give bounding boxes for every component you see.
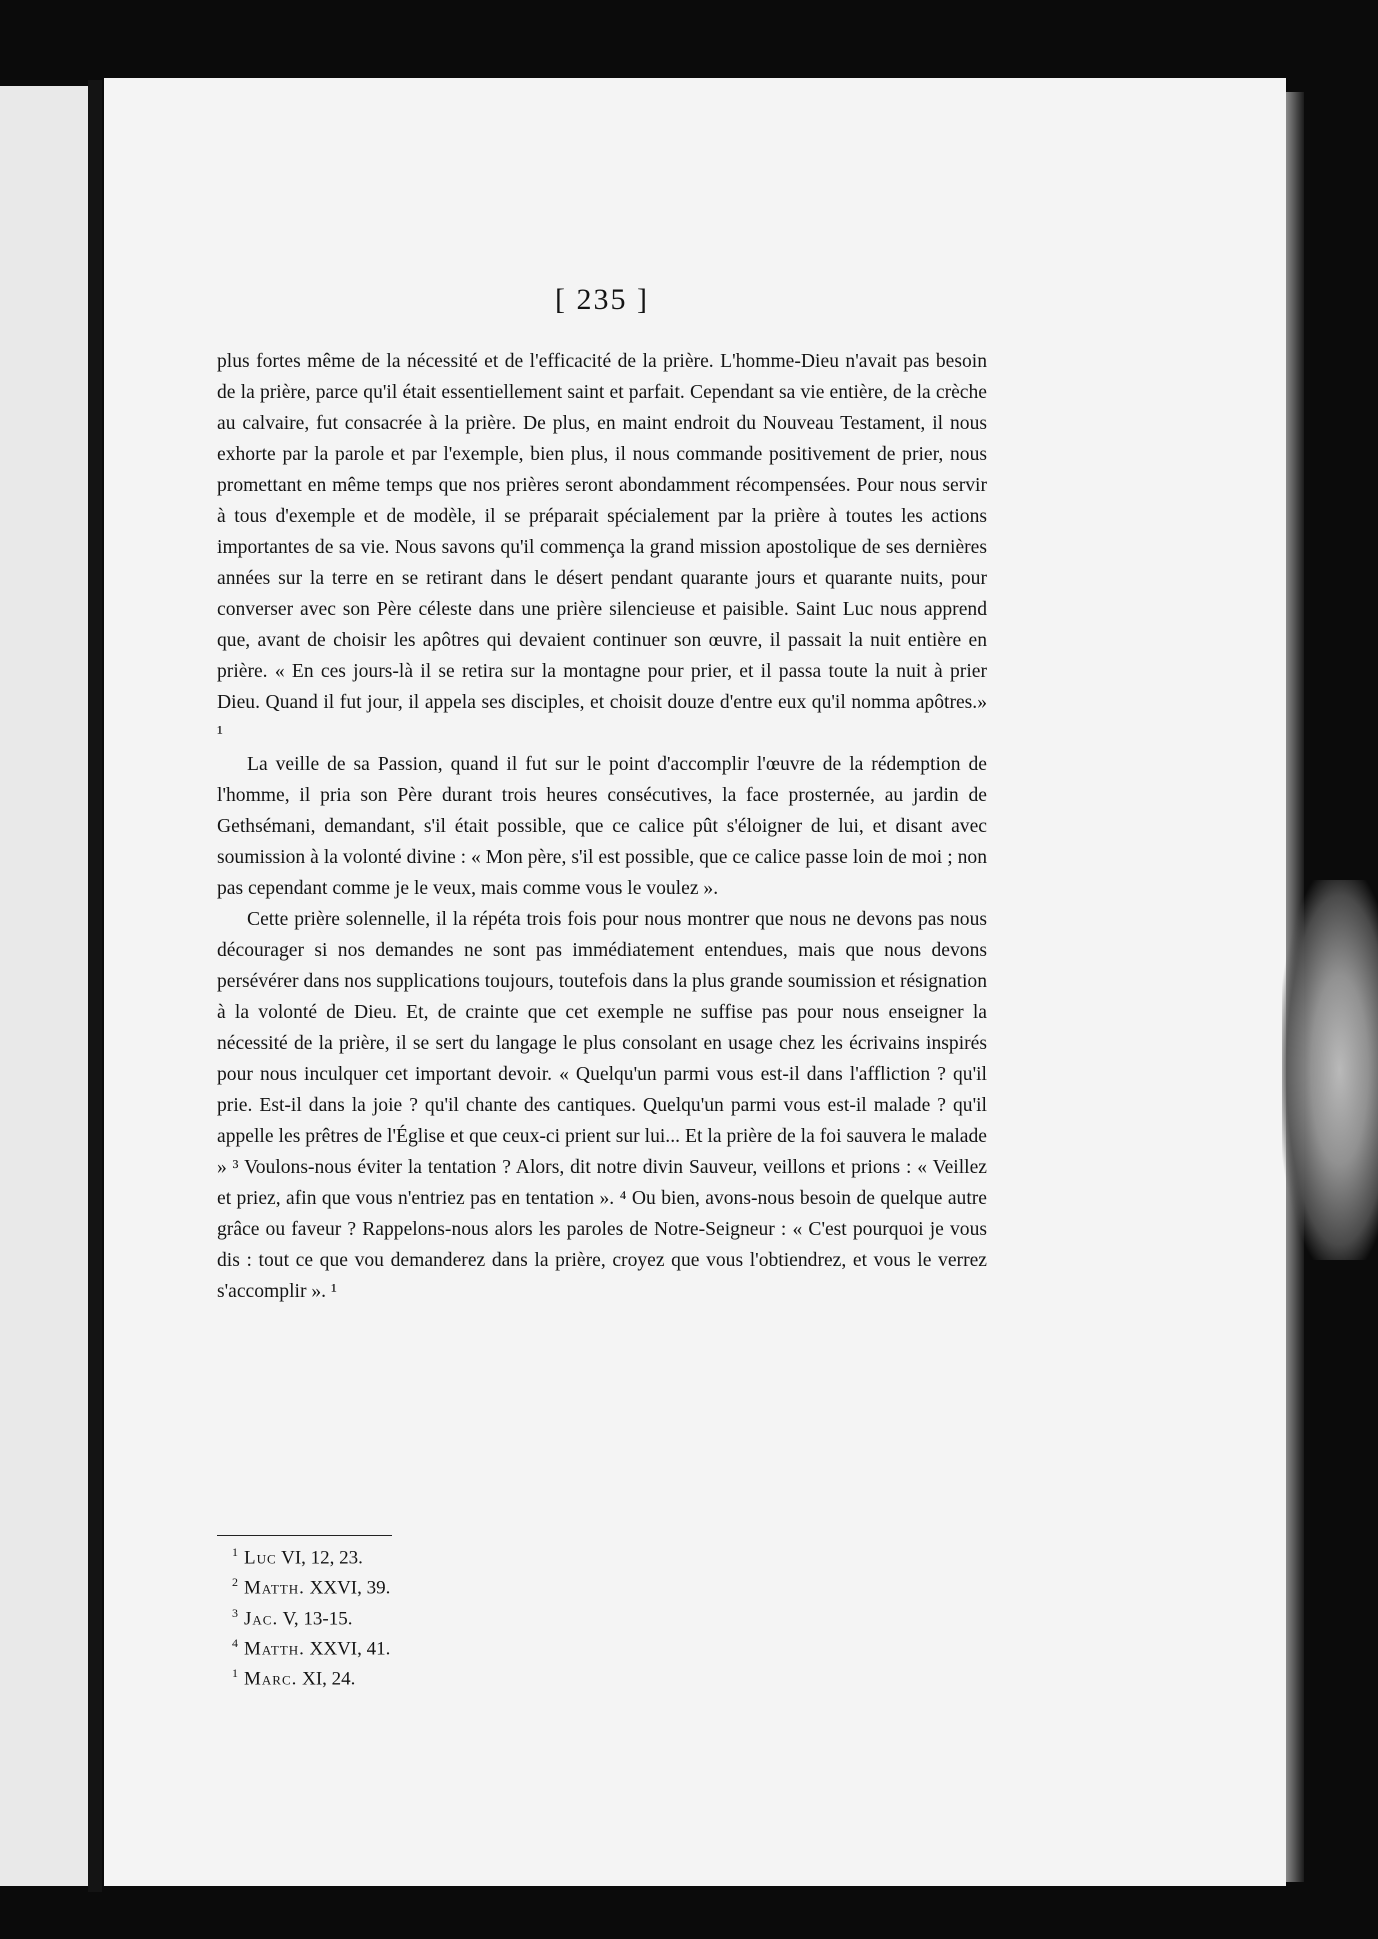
footnote-book: Matth. bbox=[244, 1577, 305, 1599]
footnote bbox=[232, 1540, 732, 1570]
footnote bbox=[232, 1601, 732, 1631]
footnote bbox=[232, 1631, 732, 1661]
body-text bbox=[217, 283, 988, 1307]
footnote-ref: XXVI, 39. bbox=[309, 1577, 391, 1599]
footnote-mark: 4 bbox=[232, 1635, 238, 1650]
footnote-book: Luc bbox=[244, 1547, 277, 1569]
footnote-ref: VI, 12, 23. bbox=[281, 1547, 363, 1569]
footnote-mark: 3 bbox=[232, 1605, 238, 1620]
footnote-ref: XXVI, 41. bbox=[309, 1638, 391, 1660]
paragraph: La veille de sa Passion, quand il fut sur le point d'accomplir l'œuvre de la rédemption de l'homme, il pria son Père durant trois heures consécutives, la face prosternée, au jardin de Gethsémani, demandant, s'il était possible, que ce calice pût s'éloigner de lui, et disant avec soumission à la volonté divine : « Mon père, s'il est possible, que ce calice passe loin de moi ; non pas cependant comme je le veux, mais comme vous le voulez ». bbox=[217, 754, 987, 899]
footnote bbox=[232, 1661, 732, 1691]
footnote-book: Marc. bbox=[244, 1668, 298, 1690]
footnote-book: Jac. bbox=[244, 1607, 279, 1629]
page-number: [ 235 ] bbox=[555, 283, 649, 316]
footnote-ref: XI, 24. bbox=[302, 1668, 356, 1690]
footnote bbox=[232, 1570, 732, 1600]
footnote-mark: 2 bbox=[232, 1575, 238, 1590]
facing-page-edge bbox=[0, 86, 94, 1886]
paragraph: plus fortes même de la nécessité et de l'efficacité de la prière. L'homme-Dieu n'avait pas besoin de la prière, parce qu'il était essentiellement saint et parfait. Cependant sa vie entière, de la crèche au calvaire, fut consacrée à la prière. De plus, en maint endroit du Nouveau Testament, il nous exhorte par la parole et par l'exemple, bien plus, il nous commande positivement de prier, nous promettant en même temps que nos prières seront abondamment récompensées. Pour nous servir à tous d'exemple et de modèle, il se préparait spécialement par la prière à toutes les actions importantes de sa vie. Nous savons qu'il commença la grand mission apostolique de ses dernières années sur la terre en se retirant dans le désert pendant quarante jours et quarante nuits, pour converser avec son Père céleste dans une prière silencieuse et paisible. Saint Luc nous apprend que, avant de choisir les apôtres qui devaient continuer son œuvre, il passait la nuit entière en prière. « En ces jours-là il se retira sur la montagne pour prier, et il passa toute la nuit à prier Dieu. Quand il fut jour, il appela ses disciples, et choisit douze d'entre eux qu'il nomma apôtres.» ¹ bbox=[217, 351, 987, 744]
footnote-book: Matth. bbox=[244, 1638, 305, 1660]
paragraph: Cette prière solennelle, il la répéta trois fois pour nous montrer que nous ne devons pas nous décourager si nos demandes ne sont pas immédiatement entendues, mais que nous devons persévérer dans nos supplications toujours, toutefois dans la plus grande soumission et résignation à la volonté de Dieu. Et, de crainte que cet exemple ne suffise pas pour nous enseigner la nécessité de la prière, il se sert du langage le plus consolant en usage chez les écrivains inspirés pour nous inculquer cet important devoir. « Quelqu'un parmi vous est-il dans l'affliction ? qu'il prie. Est-il dans la joie ? qu'il chante des cantiques. Quelqu'un parmi vous est-il malade ? qu'il appelle les prêtres de l'Église et que ceux-ci prient sur lui... Et la prière de la foi sauvera le malade » ³ Voulons-nous éviter la tentation ? Alors, dit notre divin Sauveur, veillons et prions : « Veillez et priez, afin que vous n'entriez pas en tentation ». ⁴ Ou bien, avons-nous besoin de quelque autre grâce ou faveur ? Rappelons-nous alors les paroles de Notre-Seigneur : « C'est pourquoi je vous dis : tout ce que vou demanderez dans la prière, croyez que vous l'obtiendrez, et vous le verrez s'accomplir ». ¹ bbox=[217, 909, 988, 1302]
footnote-mark: 1 bbox=[232, 1666, 238, 1681]
footnote-mark: 1 bbox=[232, 1545, 238, 1559]
footnote-ref: V, 13-15. bbox=[282, 1607, 353, 1629]
footnotes bbox=[232, 1540, 732, 1692]
binding-gutter bbox=[88, 80, 102, 1892]
footnote-divider bbox=[217, 1535, 392, 1536]
paper-stain bbox=[1282, 880, 1378, 1260]
